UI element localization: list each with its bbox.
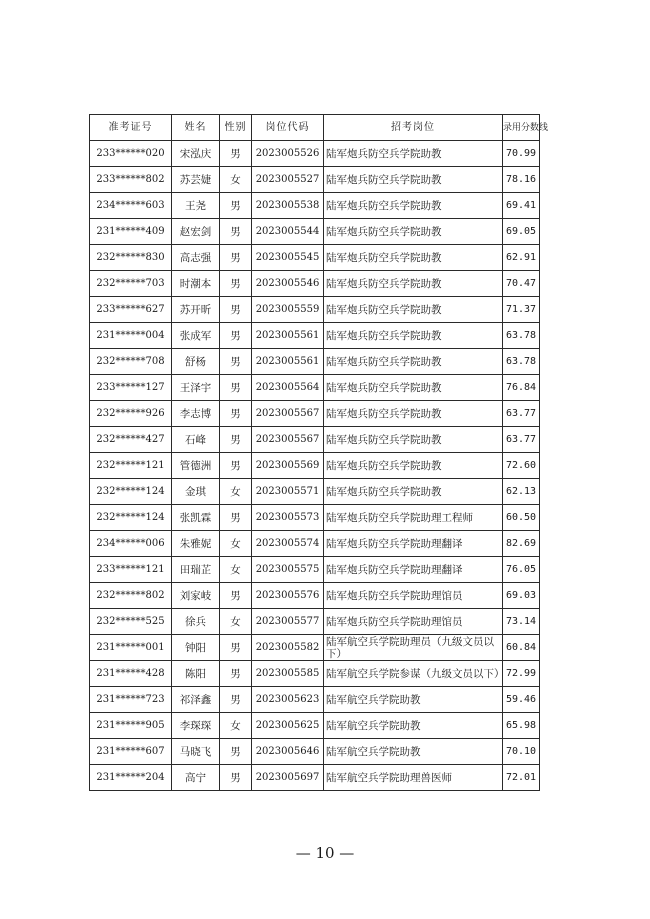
gender-cell: 女 [220, 531, 252, 557]
name-cell: 李志博 [172, 401, 220, 427]
score-cell: 78.16 [503, 167, 540, 193]
exam-id-cell: 231******004 [90, 323, 172, 349]
post-code-cell: 2023005625 [252, 713, 324, 739]
table-row [90, 297, 540, 323]
post-code-cell: 2023005561 [252, 323, 324, 349]
post-code-cell: 2023005546 [252, 271, 324, 297]
exam-id-cell: 232******525 [90, 609, 172, 635]
gender-cell: 男 [220, 453, 252, 479]
position-cell: 陆军炮兵防空兵学院助教 [324, 349, 503, 375]
score-cell: 73.14 [503, 609, 540, 635]
table-row [90, 661, 540, 687]
position-cell: 陆军炮兵防空兵学院助教 [324, 375, 503, 401]
post-code-cell: 2023005585 [252, 661, 324, 687]
post-code-cell: 2023005527 [252, 167, 324, 193]
exam-id-cell: 232******802 [90, 583, 172, 609]
post-code-cell: 2023005567 [252, 427, 324, 453]
name-cell: 田瑞芷 [172, 557, 220, 583]
score-cell: 76.05 [503, 557, 540, 583]
exam-id-cell: 231******204 [90, 765, 172, 791]
score-cell: 82.69 [503, 531, 540, 557]
table-row [90, 219, 540, 245]
post-code-cell: 2023005567 [252, 401, 324, 427]
post-code-cell: 2023005646 [252, 739, 324, 765]
header-post-code: 岗位代码 [252, 115, 324, 141]
score-cell: 72.99 [503, 661, 540, 687]
name-cell: 王尧 [172, 193, 220, 219]
name-cell: 高宁 [172, 765, 220, 791]
post-code-cell: 2023005577 [252, 609, 324, 635]
position-cell: 陆军航空兵学院参谋（九级文员以下） [324, 661, 503, 687]
name-cell: 苏芸婕 [172, 167, 220, 193]
exam-id-cell: 232******427 [90, 427, 172, 453]
table-header-row [90, 115, 540, 141]
table-row [90, 687, 540, 713]
position-cell: 陆军炮兵防空兵学院助理馆员 [324, 583, 503, 609]
gender-cell: 男 [220, 245, 252, 271]
gender-cell: 男 [220, 323, 252, 349]
post-code-cell: 2023005544 [252, 219, 324, 245]
name-cell: 宋泓庆 [172, 141, 220, 167]
exam-id-cell: 231******428 [90, 661, 172, 687]
exam-id-cell: 234******603 [90, 193, 172, 219]
position-cell: 陆军航空兵学院助教 [324, 687, 503, 713]
score-cell: 60.84 [503, 635, 540, 661]
gender-cell: 女 [220, 609, 252, 635]
exam-id-cell: 233******627 [90, 297, 172, 323]
name-cell: 王泽宇 [172, 375, 220, 401]
name-cell: 苏开昕 [172, 297, 220, 323]
gender-cell: 男 [220, 193, 252, 219]
name-cell: 朱雅妮 [172, 531, 220, 557]
exam-id-cell: 231******905 [90, 713, 172, 739]
position-cell: 陆军炮兵防空兵学院助教 [324, 167, 503, 193]
exam-id-cell: 232******124 [90, 505, 172, 531]
table-row [90, 583, 540, 609]
exam-id-cell: 232******703 [90, 271, 172, 297]
gender-cell: 男 [220, 297, 252, 323]
name-cell: 钟阳 [172, 635, 220, 661]
gender-cell: 男 [220, 141, 252, 167]
exam-id-cell: 232******124 [90, 479, 172, 505]
table-row [90, 401, 540, 427]
gender-cell: 女 [220, 557, 252, 583]
position-cell: 陆军炮兵防空兵学院助理翻译 [324, 557, 503, 583]
name-cell: 时潮本 [172, 271, 220, 297]
position-cell: 陆军航空兵学院助理员（九级文员以下） [324, 635, 503, 661]
score-cell: 63.77 [503, 427, 540, 453]
gender-cell: 男 [220, 401, 252, 427]
score-cell: 63.78 [503, 349, 540, 375]
score-cell: 63.77 [503, 401, 540, 427]
header-position: 招考岗位 [324, 115, 503, 141]
name-cell: 赵宏剑 [172, 219, 220, 245]
table-row [90, 193, 540, 219]
score-cell: 70.10 [503, 739, 540, 765]
table-row [90, 713, 540, 739]
gender-cell: 男 [220, 375, 252, 401]
score-cell: 62.13 [503, 479, 540, 505]
table-row [90, 375, 540, 401]
post-code-cell: 2023005569 [252, 453, 324, 479]
gender-cell: 男 [220, 687, 252, 713]
post-code-cell: 2023005697 [252, 765, 324, 791]
name-cell: 金琪 [172, 479, 220, 505]
position-cell: 陆军炮兵防空兵学院助教 [324, 141, 503, 167]
name-cell: 祁泽鑫 [172, 687, 220, 713]
exam-id-cell: 233******802 [90, 167, 172, 193]
position-cell: 陆军炮兵防空兵学院助教 [324, 297, 503, 323]
table-row [90, 609, 540, 635]
name-cell: 管德洲 [172, 453, 220, 479]
name-cell: 李琛琛 [172, 713, 220, 739]
score-cell: 65.98 [503, 713, 540, 739]
name-cell: 舒杨 [172, 349, 220, 375]
name-cell: 张凯霖 [172, 505, 220, 531]
post-code-cell: 2023005561 [252, 349, 324, 375]
header-exam-id: 准考证号 [90, 115, 172, 141]
position-cell: 陆军炮兵防空兵学院助理翻译 [324, 531, 503, 557]
score-cell: 76.84 [503, 375, 540, 401]
exam-id-cell: 231******723 [90, 687, 172, 713]
score-cell: 71.37 [503, 297, 540, 323]
score-cell: 62.91 [503, 245, 540, 271]
table-row [90, 765, 540, 791]
position-cell: 陆军航空兵学院助教 [324, 713, 503, 739]
table-row [90, 271, 540, 297]
gender-cell: 男 [220, 349, 252, 375]
post-code-cell: 2023005538 [252, 193, 324, 219]
post-code-cell: 2023005559 [252, 297, 324, 323]
table-row [90, 505, 540, 531]
header-gender: 性别 [220, 115, 252, 141]
name-cell: 石峰 [172, 427, 220, 453]
exam-id-cell: 232******830 [90, 245, 172, 271]
position-cell: 陆军航空兵学院助理兽医师 [324, 765, 503, 791]
post-code-cell: 2023005575 [252, 557, 324, 583]
table-row [90, 479, 540, 505]
table-row [90, 349, 540, 375]
score-cell: 63.78 [503, 323, 540, 349]
score-cell: 70.99 [503, 141, 540, 167]
gender-cell: 女 [220, 479, 252, 505]
score-cell: 69.41 [503, 193, 540, 219]
score-cell: 72.60 [503, 453, 540, 479]
post-code-cell: 2023005564 [252, 375, 324, 401]
name-cell: 张成军 [172, 323, 220, 349]
name-cell: 高志强 [172, 245, 220, 271]
header-name: 姓名 [172, 115, 220, 141]
gender-cell: 男 [220, 765, 252, 791]
exam-id-cell: 232******708 [90, 349, 172, 375]
table-row [90, 557, 540, 583]
gender-cell: 男 [220, 635, 252, 661]
exam-id-cell: 233******121 [90, 557, 172, 583]
table-row [90, 531, 540, 557]
admission-table [89, 114, 549, 791]
name-cell: 刘家岐 [172, 583, 220, 609]
position-cell: 陆军炮兵防空兵学院助理馆员 [324, 609, 503, 635]
gender-cell: 男 [220, 427, 252, 453]
post-code-cell: 2023005576 [252, 583, 324, 609]
table-row [90, 635, 540, 661]
position-cell: 陆军航空兵学院助教 [324, 739, 503, 765]
gender-cell: 男 [220, 739, 252, 765]
exam-id-cell: 231******409 [90, 219, 172, 245]
post-code-cell: 2023005574 [252, 531, 324, 557]
exam-id-cell: 232******926 [90, 401, 172, 427]
gender-cell: 男 [220, 505, 252, 531]
table-row [90, 427, 540, 453]
position-cell: 陆军炮兵防空兵学院助教 [324, 427, 503, 453]
position-cell: 陆军炮兵防空兵学院助教 [324, 193, 503, 219]
post-code-cell: 2023005573 [252, 505, 324, 531]
post-code-cell: 2023005571 [252, 479, 324, 505]
table-row [90, 739, 540, 765]
exam-id-cell: 231******001 [90, 635, 172, 661]
table-row [90, 167, 540, 193]
name-cell: 陈阳 [172, 661, 220, 687]
header-score: 录用分数线 [503, 115, 540, 141]
score-cell: 69.03 [503, 583, 540, 609]
exam-id-cell: 234******006 [90, 531, 172, 557]
position-cell: 陆军炮兵防空兵学院助教 [324, 479, 503, 505]
post-code-cell: 2023005545 [252, 245, 324, 271]
post-code-cell: 2023005526 [252, 141, 324, 167]
score-cell: 59.46 [503, 687, 540, 713]
position-cell: 陆军炮兵防空兵学院助教 [324, 323, 503, 349]
table-row [90, 323, 540, 349]
position-cell: 陆军炮兵防空兵学院助教 [324, 245, 503, 271]
position-cell: 陆军炮兵防空兵学院助教 [324, 271, 503, 297]
name-cell: 徐兵 [172, 609, 220, 635]
gender-cell: 女 [220, 713, 252, 739]
page-number: — 10 — [295, 844, 355, 862]
gender-cell: 男 [220, 271, 252, 297]
exam-id-cell: 232******121 [90, 453, 172, 479]
table-row [90, 245, 540, 271]
gender-cell: 男 [220, 219, 252, 245]
position-cell: 陆军炮兵防空兵学院助教 [324, 453, 503, 479]
table-row [90, 453, 540, 479]
gender-cell: 女 [220, 167, 252, 193]
gender-cell: 男 [220, 661, 252, 687]
gender-cell: 男 [220, 583, 252, 609]
score-cell: 60.50 [503, 505, 540, 531]
post-code-cell: 2023005623 [252, 687, 324, 713]
position-cell: 陆军炮兵防空兵学院助理工程师 [324, 505, 503, 531]
post-code-cell: 2023005582 [252, 635, 324, 661]
table-row [90, 141, 540, 167]
exam-id-cell: 233******020 [90, 141, 172, 167]
position-cell: 陆军炮兵防空兵学院助教 [324, 401, 503, 427]
name-cell: 马晓飞 [172, 739, 220, 765]
exam-id-cell: 231******607 [90, 739, 172, 765]
exam-id-cell: 233******127 [90, 375, 172, 401]
position-cell: 陆军炮兵防空兵学院助教 [324, 219, 503, 245]
score-cell: 72.01 [503, 765, 540, 791]
score-cell: 69.05 [503, 219, 540, 245]
score-cell: 70.47 [503, 271, 540, 297]
